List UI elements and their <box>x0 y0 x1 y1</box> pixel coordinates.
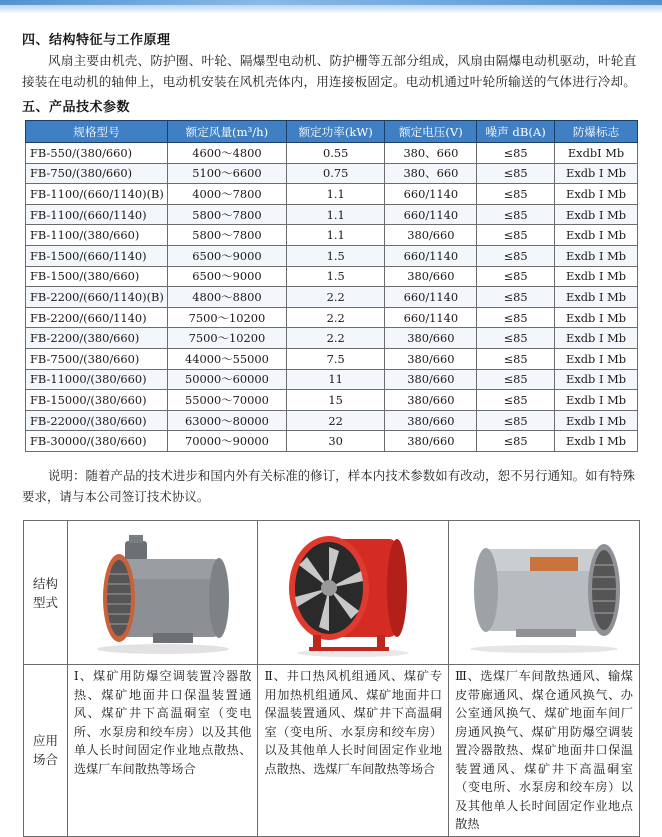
cell-airflow: 7500～10200 <box>167 328 286 349</box>
cell-explosion-mark: Exdb I Mb <box>555 328 638 349</box>
cell-airflow: 5800～7800 <box>167 204 286 225</box>
header-model: 规格型号 <box>26 121 168 143</box>
cell-voltage: 380/660 <box>385 431 477 452</box>
cell-voltage: 380/660 <box>385 410 477 431</box>
cell-model: FB-7500/(380/660) <box>26 348 168 369</box>
cell-noise: ≤85 <box>477 245 555 266</box>
cell-model: FB-550/(380/660) <box>26 143 168 164</box>
cell-voltage: 380、660 <box>385 163 477 184</box>
cell-airflow: 4800～8800 <box>167 287 286 308</box>
cell-voltage: 380/660 <box>385 390 477 411</box>
cell-power: 2.2 <box>286 287 385 308</box>
table-row <box>26 287 638 308</box>
cell-model: FB-750/(380/660) <box>26 163 168 184</box>
cell-noise: ≤85 <box>477 369 555 390</box>
cell-voltage: 660/1140 <box>385 184 477 205</box>
cell-explosion-mark: Exdb I Mb <box>555 287 638 308</box>
cell-model: FB-2200/(380/660) <box>26 328 168 349</box>
cell-explosion-mark: Exdb I Mb <box>555 348 638 369</box>
cell-voltage: 380/660 <box>385 348 477 369</box>
cell-explosion-mark: Exdb I Mb <box>555 390 638 411</box>
cell-explosion-mark: Exdb I Mb <box>555 410 638 431</box>
cell-explosion-mark: Exdb I Mb <box>555 266 638 287</box>
cell-power: 1.5 <box>286 245 385 266</box>
table-row <box>26 204 638 225</box>
cell-model: FB-11000/(380/660) <box>26 369 168 390</box>
cell-airflow: 5800～7800 <box>167 225 286 246</box>
structure-label: 结构型式 <box>32 575 58 610</box>
cell-airflow: 70000～90000 <box>167 431 286 452</box>
fan-image-1-cell <box>67 521 258 665</box>
cell-airflow: 44000～55000 <box>167 348 286 369</box>
product-types-table <box>23 520 640 837</box>
cell-power: 1.1 <box>286 204 385 225</box>
cell-airflow: 6500～9000 <box>167 266 286 287</box>
header-noise: 噪声 dB(A) <box>477 121 555 143</box>
application-text-2: Ⅱ、井口热风机组通风、煤矿专用加热机组通风、煤矿地面井口保温装置通风、煤矿井下高温硐室（变电所、水泵房和绞车房）以及其他单人长时间固定作业地点散热、选煤厂车间散热等场合 <box>258 665 449 837</box>
cell-airflow: 4600～4800 <box>167 143 286 164</box>
cell-model: FB-2200/(660/1140) <box>26 307 168 328</box>
cell-noise: ≤85 <box>477 390 555 411</box>
cell-power: 15 <box>286 390 385 411</box>
structure-row <box>24 521 640 665</box>
application-text-1: Ⅰ、煤矿用防爆空调装置冷器散热、煤矿地面井口保温装置通风、煤矿井下高温硐室（变电所、水泵房和绞车房）以及其他单人长时间固定作业地点散热、选煤厂车间散热等场合 <box>67 665 258 837</box>
cell-explosion-mark: Exdb I Mb <box>555 163 638 184</box>
section-4-body: 风扇主要由机壳、防护圈、叶轮、隔爆型电动机、防护栅等五部分组成，风扇由隔爆电动机驱动，叶轮直接装在电动机的轴伸上，电动机安装在风机壳体内，用连接板固定。电动机通过叶轮所输送的气体进行冷却。 <box>22 53 637 89</box>
cell-model: FB-30000/(380/660) <box>26 431 168 452</box>
cell-power: 22 <box>286 410 385 431</box>
table-row <box>26 245 638 266</box>
application-label: 应用场合 <box>32 733 58 768</box>
header-explosion-mark: 防爆标志 <box>555 121 638 143</box>
cell-airflow: 5100～6600 <box>167 163 286 184</box>
silver-duct-fan-image <box>456 531 632 655</box>
cell-power: 0.75 <box>286 163 385 184</box>
cell-noise: ≤85 <box>477 266 555 287</box>
table-header-row <box>26 121 638 143</box>
cell-voltage: 660/1140 <box>385 287 477 308</box>
cell-model: FB-22000/(380/660) <box>26 410 168 431</box>
cell-model: FB-1500/(380/660) <box>26 266 168 287</box>
cell-power: 2.2 <box>286 307 385 328</box>
section-5-title: 五、产品技术参数 <box>22 100 131 115</box>
cell-explosion-mark: ExdbI Mb <box>555 143 638 164</box>
cell-noise: ≤85 <box>477 431 555 452</box>
cell-airflow: 7500～10200 <box>167 307 286 328</box>
gray-explosion-proof-fan-image <box>83 529 243 657</box>
cell-explosion-mark: Exdb I Mb <box>555 184 638 205</box>
top-decorative-band <box>0 0 662 14</box>
cell-power: 1.1 <box>286 225 385 246</box>
cell-power: 1.5 <box>286 266 385 287</box>
cell-voltage: 380/660 <box>385 328 477 349</box>
cell-noise: ≤85 <box>477 348 555 369</box>
cell-voltage: 380/660 <box>385 225 477 246</box>
cell-noise: ≤85 <box>477 410 555 431</box>
cell-noise: ≤85 <box>477 184 555 205</box>
header-voltage: 额定电压(V) <box>385 121 477 143</box>
cell-voltage: 380/660 <box>385 266 477 287</box>
cell-explosion-mark: Exdb I Mb <box>555 225 638 246</box>
cell-power: 30 <box>286 431 385 452</box>
cell-airflow: 6500～9000 <box>167 245 286 266</box>
table-row <box>26 431 638 452</box>
application-row <box>24 665 640 837</box>
table-row <box>26 410 638 431</box>
cell-power: 7.5 <box>286 348 385 369</box>
cell-airflow: 63000～80000 <box>167 410 286 431</box>
fan-image-3-cell <box>449 521 640 665</box>
table-row <box>26 184 638 205</box>
table-row <box>26 163 638 184</box>
cell-explosion-mark: Exdb I Mb <box>555 369 638 390</box>
table-row <box>26 143 638 164</box>
header-airflow: 额定风量(m³/h) <box>167 121 286 143</box>
table-row <box>26 307 638 328</box>
cell-noise: ≤85 <box>477 225 555 246</box>
header-power: 额定功率(kW) <box>286 121 385 143</box>
structure-label-cell <box>24 521 68 665</box>
table-row <box>26 369 638 390</box>
cell-power: 0.55 <box>286 143 385 164</box>
cell-power: 2.2 <box>286 328 385 349</box>
cell-model: FB-1100/(660/1140)(B) <box>26 184 168 205</box>
cell-voltage: 660/1140 <box>385 307 477 328</box>
section-4-title: 四、结构特征与工作原理 <box>22 33 171 48</box>
cell-voltage: 660/1140 <box>385 204 477 225</box>
fan-image-2-cell <box>258 521 449 665</box>
cell-noise: ≤85 <box>477 328 555 349</box>
cell-airflow: 4000～7800 <box>167 184 286 205</box>
cell-model: FB-1100/(660/1140) <box>26 204 168 225</box>
table-row <box>26 266 638 287</box>
cell-noise: ≤85 <box>477 287 555 308</box>
cell-model: FB-2200/(660/1140)(B) <box>26 287 168 308</box>
table-row <box>26 328 638 349</box>
cell-voltage: 660/1140 <box>385 245 477 266</box>
cell-noise: ≤85 <box>477 307 555 328</box>
cell-airflow: 50000～60000 <box>167 369 286 390</box>
table-row <box>26 390 638 411</box>
cell-model: FB-1500/(660/1140) <box>26 245 168 266</box>
cell-explosion-mark: Exdb I Mb <box>555 204 638 225</box>
technical-parameters-table <box>25 120 638 452</box>
table-row <box>26 348 638 369</box>
red-axial-fan-image <box>273 527 433 659</box>
table-row <box>26 225 638 246</box>
cell-model: FB-1100/(380/660) <box>26 225 168 246</box>
application-label-cell <box>24 665 68 837</box>
cell-explosion-mark: Exdb I Mb <box>555 245 638 266</box>
cell-power: 11 <box>286 369 385 390</box>
cell-voltage: 380/660 <box>385 369 477 390</box>
parameter-note: 说明：随着产品的技术进步和国内外有关标准的修订，样本内技术参数如有改动，恕不另行通知。如有特殊要求，请与本公司签订技术协议。 <box>22 468 636 504</box>
cell-noise: ≤85 <box>477 204 555 225</box>
cell-power: 1.1 <box>286 184 385 205</box>
cell-airflow: 55000～70000 <box>167 390 286 411</box>
cell-explosion-mark: Exdb I Mb <box>555 307 638 328</box>
cell-noise: ≤85 <box>477 143 555 164</box>
cell-noise: ≤85 <box>477 163 555 184</box>
cell-explosion-mark: Exdb I Mb <box>555 431 638 452</box>
cell-voltage: 380、660 <box>385 143 477 164</box>
application-text-3: Ⅲ、选煤厂车间散热通风、输煤皮带廊通风、煤仓通风换气、办公室通风换气、煤矿地面车间厂房通风换气、煤矿用防爆空调装置冷器散热、煤矿地面井口保温装置通风、煤矿井下高温硐室（变电所、水泵房和绞车房）以及其他单人长时间固定作业地点散热 <box>449 665 640 837</box>
cell-model: FB-15000/(380/660) <box>26 390 168 411</box>
